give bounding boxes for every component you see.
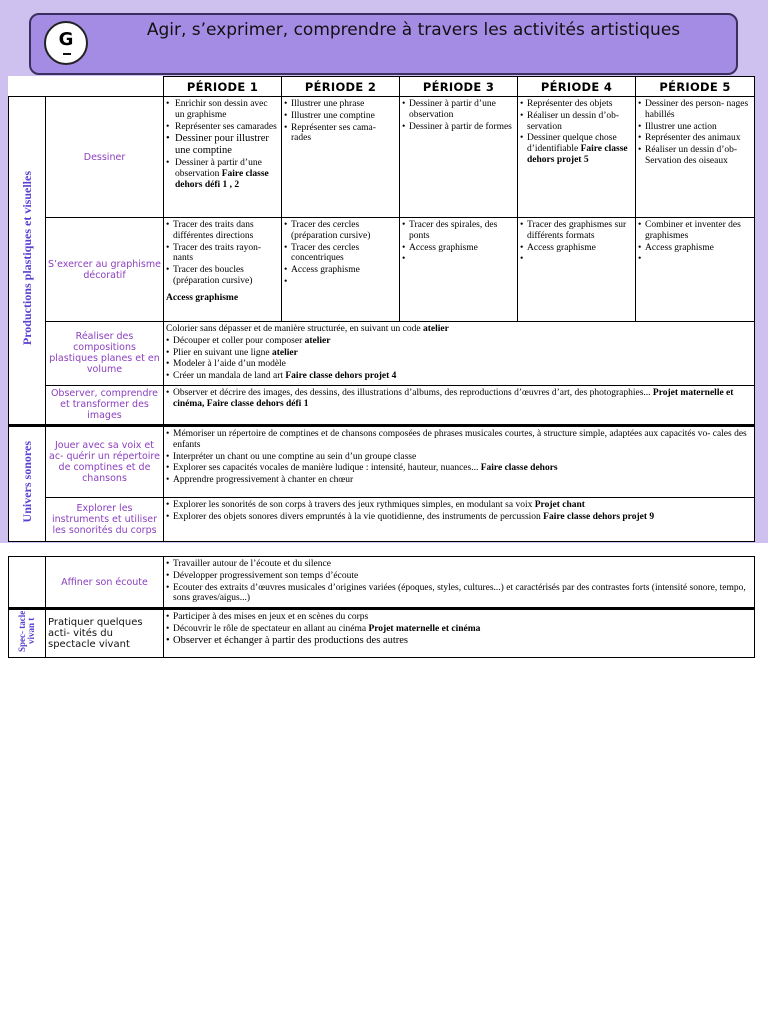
spectacle-content [164, 609, 755, 658]
item-text: Participer à des mises en jeux et en scènes du corps [173, 612, 369, 623]
list-item: • Réaliser un dessin d’ob- Servation des oiseaux [638, 145, 752, 167]
list-item: • Tracer des graphismes sur différents formats [520, 220, 633, 242]
domain-observer: Observer, comprendre et transformer des images [46, 385, 164, 425]
graphisme-p4 [518, 218, 636, 322]
item-text: Apprendre progressivement à chanter en chœur [173, 475, 354, 486]
item-bold: Projet chant [534, 499, 585, 510]
list-item: • Travailler autour de l’écoute et du silence [166, 559, 752, 570]
list-item [166, 359, 752, 370]
list-item: • Représenter des animaux [638, 133, 752, 144]
list-item: • Access graphisme [402, 243, 515, 254]
list-item: • Développer progressivement son temps d’écoute [166, 571, 752, 582]
blank-corner [9, 77, 164, 97]
item-text: Découvrir le rôle de spectateur en allant au cinéma [173, 623, 369, 634]
list-item [166, 158, 279, 190]
item-text: Créer un mandala de land art [173, 371, 286, 382]
list-item [166, 388, 752, 410]
item-text: Modeler à l’aide d’un modèle [173, 359, 286, 370]
item-text: Explorer des objets sonores divers empruntés à la vie quotidienne, des instruments de percussion [173, 511, 544, 522]
dessiner-p2 [282, 97, 400, 218]
category-univers-label: Univers sonores [19, 440, 34, 523]
compositions-intro [166, 324, 752, 335]
list-item [166, 348, 752, 359]
list-item: • Tracer des traits rayon- nants [166, 243, 279, 265]
list-item [166, 636, 752, 647]
list-item [166, 624, 752, 635]
item-bold: Faire classe dehors projet 4 [285, 371, 397, 382]
domain-dessiner: Dessiner [46, 97, 164, 218]
row-instruments [9, 497, 755, 541]
instruments-content [164, 497, 755, 541]
category-univers [9, 425, 46, 541]
dessiner-p3 [400, 97, 518, 218]
item-text: Colorier sans dépasser et de manière structurée, en suivant un code [166, 324, 423, 334]
item-bold: Faire classe dehors projet 5 [527, 144, 628, 165]
item-text: Explorer ses capacités vocales de manière ludique : intensité, hauteur, nuances... [173, 463, 481, 474]
list-item: • Access graphisme [520, 243, 633, 254]
item-bold: Projet maternelle et cinéma, Faire classe dehors défi 1 [173, 387, 734, 409]
domain-ecoute: Affiner son écoute [46, 557, 164, 609]
row-ecoute [9, 557, 755, 609]
category-spectacle-label: Spec- tacle vivan t [17, 610, 36, 652]
item-text: Découper et coller pour composer [173, 335, 305, 346]
dessiner-p5 [636, 97, 755, 218]
list-item: • Tracer des boucles (préparation cursive) [166, 265, 279, 287]
list-item [166, 336, 752, 347]
domain-voix: Jouer avec sa voix et ac- quérir un répertoire de comptines et de chansons [46, 425, 164, 497]
list-item [166, 429, 752, 451]
item-bold: Faire classe dehors projet 9 [543, 511, 655, 522]
row-dessiner [9, 97, 755, 218]
list-item [166, 463, 752, 474]
compositions-content [164, 322, 755, 386]
list-item [520, 133, 633, 165]
item-text: Mémoriser un répertoire de comptines et de chansons composées de phrases musicales courtes, à structure simple, adaptées aux capacités vo- cales des enfants [173, 428, 747, 450]
list-item [166, 475, 752, 486]
category-spectacle [9, 609, 46, 658]
list-item: • Tracer des traits dans différentes directions [166, 220, 279, 242]
voix-content [164, 425, 755, 497]
item-bold: Faire classe dehors [480, 463, 558, 474]
period-header-1: PÉRIODE 1 [164, 77, 282, 97]
list-item: • Access graphisme [284, 265, 397, 276]
item-bold: atelier [422, 324, 449, 334]
domain-graphisme: S’exercer au graphisme décoratif [46, 218, 164, 322]
item-bold: Projet maternelle et cinéma [368, 623, 481, 634]
category-productions [9, 97, 46, 426]
list-item: • Réaliser un dessin d’ob- servation [520, 111, 633, 133]
row-observer [9, 385, 755, 425]
list-item: • Enrichir son dessin avec un graphisme [166, 99, 279, 121]
graphisme-p2 [282, 218, 400, 322]
list-item: • Tracer des cercles (préparation cursive) [284, 220, 397, 242]
list-item: • Dessiner à partir de formes [402, 122, 515, 133]
list-item: • Représenter ses cama- rades [284, 123, 397, 145]
page-title: Agir, s’exprimer, comprendre à travers les activités artistiques [146, 20, 681, 40]
list-item [166, 500, 752, 511]
list-item: • Access graphisme [638, 243, 752, 254]
row-spectacle [9, 609, 755, 658]
list-item: • Tracer des spirales, des ponts [402, 220, 515, 242]
list-item: • Dessiner à partir d’une observation [402, 99, 515, 121]
list-item: • Dessiner des person- nages habillés [638, 99, 752, 121]
domain-compositions: Réaliser des compositions plastiques planes et en volume [46, 322, 164, 386]
page-header [29, 13, 738, 75]
row-compositions [9, 322, 755, 386]
list-item: • Tracer des cercles concentriques [284, 243, 397, 265]
list-item [166, 612, 752, 623]
period-header-row [9, 77, 755, 97]
category-empty [9, 557, 46, 609]
section-logo [44, 21, 88, 65]
period-header-2: PÉRIODE 2 [282, 77, 400, 97]
list-item: • Ecouter des extraits d’œuvres musicales d’origines variées (époques, styles, cultures...) et caractérisés par des contrastes forts (intensité sonore, tempo, sons graves/aigus...) [166, 583, 752, 605]
list-item: • Illustrer une action [638, 122, 752, 133]
observer-content [164, 385, 755, 425]
domain-instruments: Explorer les instruments et utiliser les sonorités du corps [46, 497, 164, 541]
ecoute-content [164, 557, 755, 609]
list-item [166, 371, 752, 382]
list-item [166, 452, 752, 463]
item-text: Observer et échanger à partir des productions des autres [173, 634, 408, 646]
list-item: • Représenter des objets [520, 99, 633, 110]
program-table [8, 76, 755, 542]
logo-dash [63, 53, 71, 55]
dessiner-p1 [164, 97, 282, 218]
list-item: • Combiner et inventer des graphismes [638, 220, 752, 242]
item-text: Observer et décrire des images, des dessins, des illustrations d’albums, des reproductions d’œuvres d’art, des photographies... [173, 387, 653, 398]
list-item: • Illustrer une comptine [284, 111, 397, 122]
list-item [166, 512, 752, 523]
access-graphisme-label: Access graphisme [166, 292, 239, 303]
item-text: Interpréter un chant ou une comptine au sein d’un groupe classe [173, 451, 417, 462]
item-bold: atelier [271, 347, 298, 358]
item-bold: Faire classe dehors défi 1 , 2 [175, 169, 269, 190]
domain-spectacle: Pratiquer quelques acti- vités du spectacle vivant [46, 609, 164, 658]
program-table-continued [8, 556, 755, 658]
period-header-3: PÉRIODE 3 [400, 77, 518, 97]
item-bold: atelier [304, 335, 331, 346]
dessiner-p4 [518, 97, 636, 218]
list-item: • Illustrer une phrase [284, 99, 397, 110]
item-text: Dessiner quelque chose d’identifiable [527, 133, 617, 155]
graphisme-p5 [636, 218, 755, 322]
item-text: Dessiner à partir d’une observation [175, 158, 262, 180]
graphisme-p1 [164, 218, 282, 322]
logo-letter: G [58, 29, 74, 50]
category-productions-label: Productions plastiques et visuelles [19, 170, 34, 346]
list-item: • Représenter ses camarades [166, 122, 279, 133]
list-item: • Dessiner pour illustrer une comptine [166, 133, 279, 157]
graphisme-p3 [400, 218, 518, 322]
item-text: Explorer les sonorités de son corps à travers des jeux rythmiques simples, en modulant sa voix [173, 499, 535, 510]
row-graphisme [9, 218, 755, 322]
row-voix [9, 425, 755, 497]
item-text: Plier en suivant une ligne [173, 347, 272, 358]
period-header-4: PÉRIODE 4 [518, 77, 636, 97]
period-header-5: PÉRIODE 5 [636, 77, 755, 97]
